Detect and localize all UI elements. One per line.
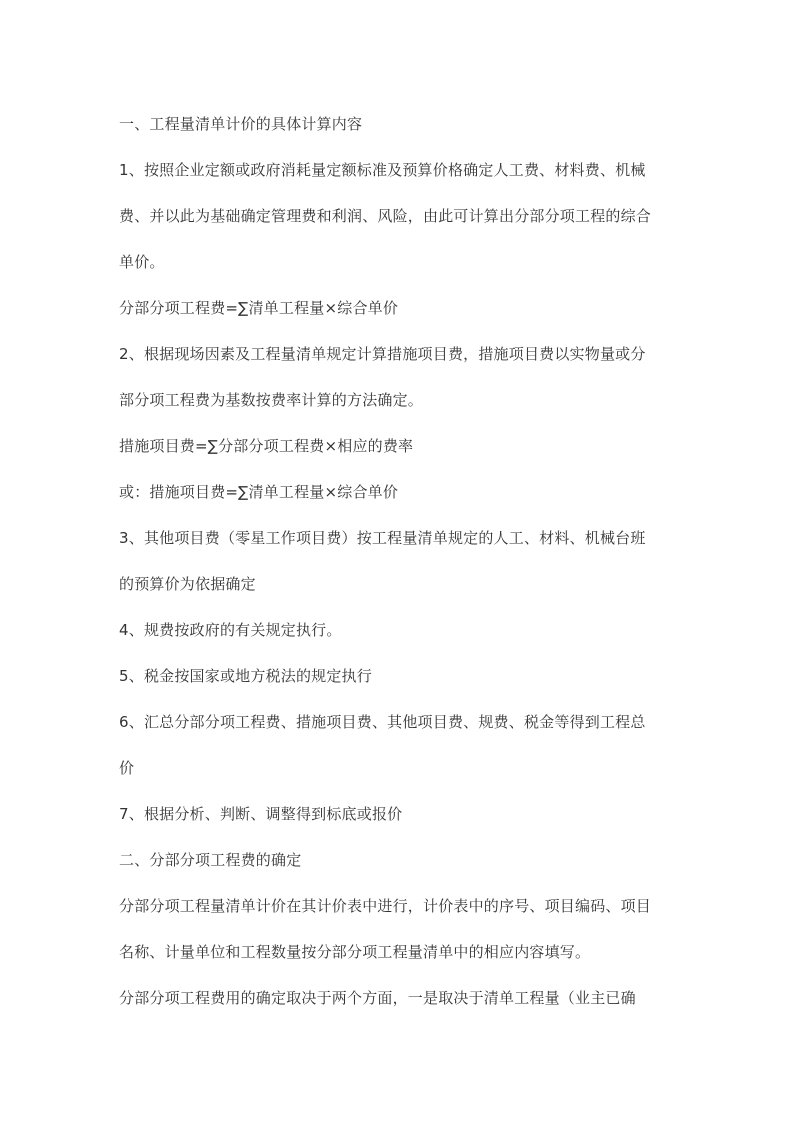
section-heading: 一、工程量清单计价的具体计算内容 [119, 115, 363, 133]
text-line: 5、税金按国家或地方税法的规定执行 [119, 667, 372, 685]
text-line: 费、并以此为基础确定管理费和利润、风险，由此可计算出分部分项工程的综合 [119, 207, 652, 225]
formula-line: 分部分项工程费=∑清单工程量×综合单价 [119, 299, 399, 317]
text-line: 价 [119, 759, 135, 777]
text-line: 1、按照企业定额或政府消耗量定额标准及预算价格确定人工费、材料费、机械 [119, 161, 646, 179]
text-line: 3、其他项目费（零星工作项目费）按工程量清单规定的人工、材料、机械台班 [119, 529, 646, 547]
text-line: 2、根据现场因素及工程量清单规定计算措施项目费，措施项目费以实物量或分 [119, 345, 646, 363]
formula-line: 或：措施项目费=∑清单工程量×综合单价 [119, 483, 399, 501]
text-line: 4、规费按政府的有关规定执行。 [119, 621, 342, 639]
formula-line: 措施项目费=∑分部分项工程费×相应的费率 [119, 437, 414, 455]
text-line: 单价。 [119, 253, 165, 271]
text-line: 分部分项工程量清单计价在其计价表中进行，计价表中的序号、项目编码、项目 [119, 897, 652, 915]
text-line: 部分项工程费为基数按费率计算的方法确定。 [119, 391, 424, 409]
text-line: 名称、计量单位和工程数量按分部分项工程量清单中的相应内容填写。 [119, 943, 591, 961]
text-line: 的预算价为依据确定 [119, 575, 256, 593]
text-line: 7、根据分析、判断、调整得到标底或报价 [119, 805, 403, 823]
text-line: 分部分项工程费用的确定取决于两个方面，一是取决于清单工程量（业主已确 [119, 989, 636, 1007]
text-line: 6、汇总分部分项工程费、措施项目费、其他项目费、规费、税金等得到工程总 [119, 713, 646, 731]
section-heading: 二、分部分项工程费的确定 [119, 851, 302, 869]
